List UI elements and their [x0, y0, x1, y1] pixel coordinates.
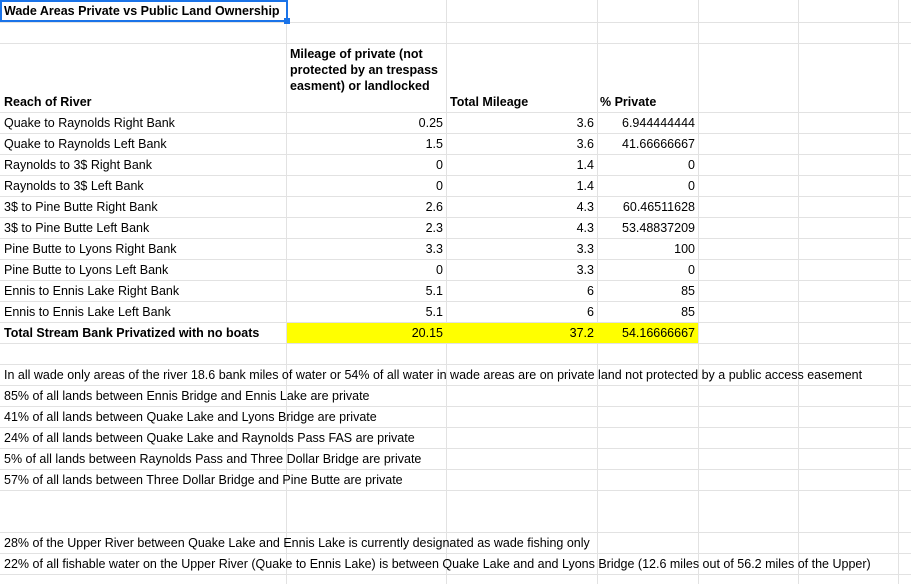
cell-percent[interactable]: 0 — [688, 179, 695, 193]
row-divider — [0, 574, 911, 575]
row-divider — [0, 43, 911, 44]
cell-private[interactable]: 2.3 — [425, 221, 443, 235]
selection-fill-handle[interactable] — [284, 18, 290, 24]
cell-reach[interactable]: Quake to Raynolds Left Bank — [4, 137, 167, 151]
cell-total[interactable]: 6 — [587, 284, 594, 298]
cell-percent[interactable]: 60.46511628 — [622, 200, 695, 214]
cell-total[interactable]: 4.3 — [576, 200, 594, 214]
column-divider — [898, 0, 899, 584]
cell-total[interactable]: 3.3 — [576, 242, 594, 256]
note-text[interactable]: In all wade only areas of the river 18.6 bank miles of water or 54% of all water in wade areas are on private land not protected by a public access easement — [4, 368, 863, 382]
cell-private[interactable]: 0 — [436, 263, 443, 277]
cell-reach[interactable]: Pine Butte to Lyons Left Bank — [4, 263, 169, 277]
total-private[interactable]: 20.15 — [411, 326, 443, 340]
column-divider — [798, 0, 799, 584]
cell-reach[interactable]: Raynolds to 3$ Left Bank — [4, 179, 144, 193]
cell-total[interactable]: 1.4 — [576, 179, 594, 193]
header-percent-private[interactable]: % Private — [600, 95, 657, 109]
cell-private[interactable]: 0.25 — [418, 116, 443, 130]
cell-reach[interactable]: 3$ to Pine Butte Right Bank — [4, 200, 158, 214]
note-text[interactable]: 85% of all lands between Ennis Bridge and Ennis Lake are private — [4, 389, 370, 403]
cell-private[interactable]: 5.1 — [425, 284, 443, 298]
cell-reach[interactable]: Ennis to Ennis Lake Right Bank — [4, 284, 180, 298]
note-text[interactable]: 28% of the Upper River between Quake Lake and Ennis Lake is currently designated as wade fishing only — [4, 536, 590, 550]
row-divider — [0, 343, 911, 344]
cell-reach[interactable]: 3$ to Pine Butte Left Bank — [4, 221, 150, 235]
cell-total[interactable]: 3.6 — [576, 137, 594, 151]
cell-reach[interactable]: Ennis to Ennis Lake Left Bank — [4, 305, 171, 319]
total-mileage[interactable]: 37.2 — [569, 326, 594, 340]
header-total-mileage[interactable]: Total Mileage — [450, 95, 529, 109]
column-divider — [698, 0, 699, 584]
note-text[interactable]: 24% of all lands between Quake Lake and Raynolds Pass FAS are private — [4, 431, 415, 445]
cell-reach[interactable]: Quake to Raynolds Right Bank — [4, 116, 175, 130]
cell-total[interactable]: 6 — [587, 305, 594, 319]
cell-percent[interactable]: 6.944444444 — [622, 116, 695, 130]
cell-private[interactable]: 2.6 — [425, 200, 443, 214]
note-text[interactable]: 22% of all fishable water on the Upper River (Quake to Ennis Lake) is between Quake Lake and and Lyons Bridge (12.6 miles out of 56.2 miles of the Upper) — [4, 557, 871, 571]
cell-percent[interactable]: 100 — [674, 242, 695, 256]
title-cell[interactable]: Wade Areas Private vs Public Land Ownership — [0, 0, 288, 22]
total-label[interactable]: Total Stream Bank Privatized with no boats — [4, 326, 260, 340]
note-text[interactable]: 5% of all lands between Raynolds Pass and Three Dollar Bridge are private — [4, 452, 422, 466]
cell-percent[interactable]: 53.48837209 — [622, 221, 695, 235]
cell-private[interactable]: 0 — [436, 158, 443, 172]
header-private-mileage[interactable]: Mileage of private (not protected by an trespass easment) or landlocked — [290, 47, 438, 93]
cell-percent[interactable]: 0 — [688, 158, 695, 172]
cell-reach[interactable]: Pine Butte to Lyons Right Bank — [4, 242, 177, 256]
cell-private[interactable]: 5.1 — [425, 305, 443, 319]
cell-total[interactable]: 1.4 — [576, 158, 594, 172]
cell-percent[interactable]: 41.66666667 — [622, 137, 695, 151]
cell-percent[interactable]: 85 — [681, 284, 695, 298]
header-reach[interactable]: Reach of River — [4, 95, 92, 109]
cell-total[interactable]: 4.3 — [576, 221, 594, 235]
cell-private[interactable]: 0 — [436, 179, 443, 193]
cell-private[interactable]: 1.5 — [425, 137, 443, 151]
cell-private[interactable]: 3.3 — [425, 242, 443, 256]
cell-percent[interactable]: 0 — [688, 263, 695, 277]
cell-total[interactable]: 3.6 — [576, 116, 594, 130]
cell-percent[interactable]: 85 — [681, 305, 695, 319]
note-text[interactable]: 57% of all lands between Three Dollar Bridge and Pine Butte are private — [4, 473, 403, 487]
total-percent[interactable]: 54.16666667 — [622, 326, 695, 340]
row-divider — [0, 22, 911, 23]
cell-reach[interactable]: Raynolds to 3$ Right Bank — [4, 158, 153, 172]
cell-total[interactable]: 3.3 — [576, 263, 594, 277]
note-text[interactable]: 41% of all lands between Quake Lake and Lyons Bridge are private — [4, 410, 377, 424]
row-divider — [0, 490, 911, 491]
